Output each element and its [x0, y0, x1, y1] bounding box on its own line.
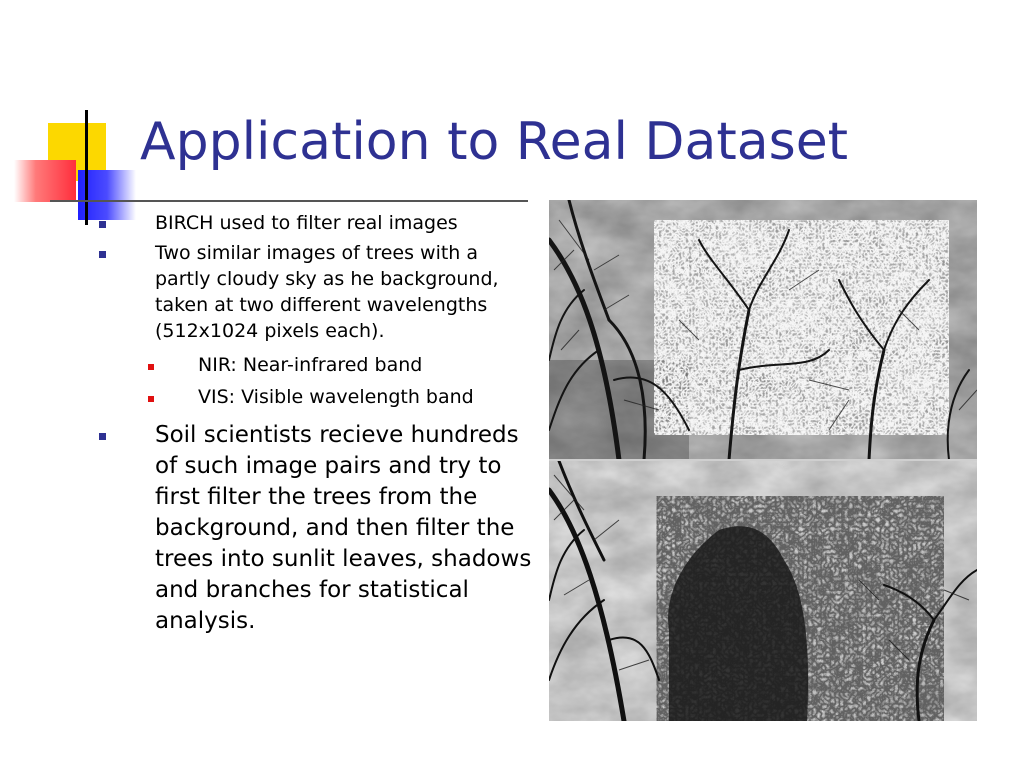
bullet-square-icon	[99, 221, 106, 228]
bullet-list	[95, 210, 535, 637]
bullet-text: Two similar images of trees with a partly cloudy sky as he background, taken at two different wavelengths (512x1024 pixels each).	[155, 242, 499, 342]
bullet-text: BIRCH used to filter real images	[155, 212, 458, 234]
bullet-item	[95, 240, 535, 344]
logo-red-bar	[14, 160, 76, 202]
sub-bullet-item	[95, 384, 535, 410]
bullet-item	[95, 420, 535, 637]
bullet-square-icon	[99, 433, 106, 440]
sub-bullet-text: VIS: Visible wavelength band	[198, 386, 474, 408]
nir-image-panel	[549, 200, 977, 460]
sub-bullet-item	[95, 352, 535, 378]
bullet-square-icon	[99, 251, 106, 258]
bullet-item	[95, 210, 535, 236]
bullet-text: Soil scientists recieve hundreds of such image pairs and try to first filter the trees from the background, and then filter the trees into sunlit leaves, shadows and branches for statistical analysis.	[155, 422, 532, 634]
sub-bullet-square-icon	[148, 396, 154, 402]
logo-vertical-line	[85, 110, 88, 225]
sub-bullet-text: NIR: Near-infrared band	[198, 354, 423, 376]
vis-image-panel	[549, 461, 977, 721]
slide-title: Application to Real Dataset	[140, 112, 849, 172]
title-underline	[50, 200, 528, 202]
tree-image-pair	[549, 200, 977, 721]
sub-bullet-square-icon	[148, 364, 154, 370]
